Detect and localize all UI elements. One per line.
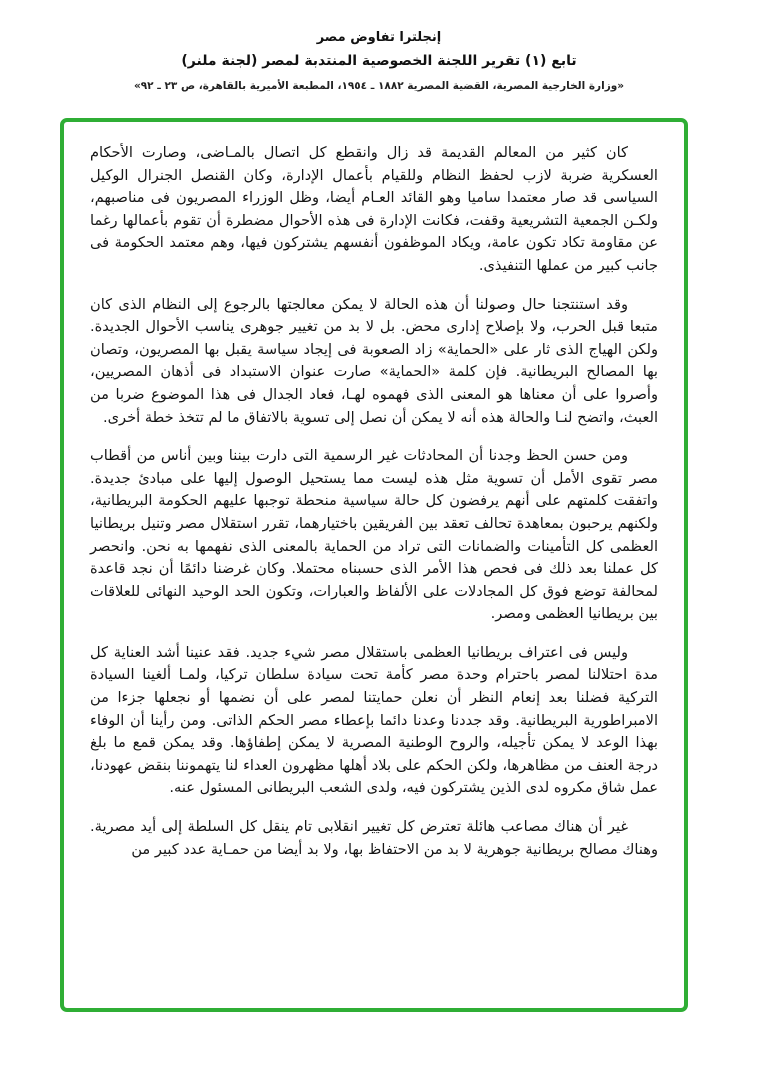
paragraph-3: ومن حسن الحظ وجدنا أن المحادثات غير الرسمية التى دارت بيننا وبين أناس من أقطاب مصر تقوى الأمل أن تسوية مثل هذه ليست مما يستحيل الوصول إليها على مبادئ جديدة. واتفقت كلمتهم على أنهم يرفضون كل حالة سياسية منحطة توجبها عليهم الحكومة البريطانية، ولكنهم يرحبون بمعاهدة تحالف تعقد بين الفريقين باختيارهما، تقرر استقلال مصر وتنيل بريطانيا العظمى كل التأمينات والضمانات التى تراد من الحماية بالمعنى الذى نفهمها به نحن. وانحصر كل عملنا بعد ذلك فى فحص هذا الأمر الذى حسبناه محتملا. وكان غرضنا دائمًا أن نجد قاعدة لمحالفة توضع فوق كل المجادلات على الألفاظ والعبارات، وتكون الحد الوحيد النهائى للعلاقات بين بريطانيا العظمى ومصر.: [90, 447, 658, 623]
document-body: [90, 142, 658, 861]
green-border-frame: [60, 118, 688, 1012]
document-subtitle: تابع (١) تقرير اللجنة الخصوصية المنتدبة لمصر (لجنة ملنر): [181, 53, 577, 69]
paragraph-4: وليس فى اعتراف بريطانيا العظمى باستقلال مصر شيء جديد. فقد عنينا أشد العناية كل مدة احتلالنا لمصر باحترام وحدة مصر كأمة تحت سيادة سلطان تركيا، ولمـا ألغينا السيادة التركية فضلنا بعد إنعام النظر أن نعلن حمايتنا لمصر على أن نضمها أو نجعلها جزءا من الامبراطورية البريطانية. وقد جددنا وعدنا دائما بإعطاء مصر الحكم الذاتى. ومن رأينا أن الوفاء بهذا الوعد لا يمكن تأجيله، والروح الوطنية المصرية لا يمكن إطفاؤها. وقد يمكن قمع ما بلغ درجة العنف من مظاهرها، ولكن الحكم على بلاد أهلها مظهرون العداء لنا يتهموننا بنقض عهودنا، عمل شاق مكروه لدى الذين يشتركون فيه، ولدى الشعب البريطانى المسئول عنه.: [90, 643, 658, 797]
paragraph-5: غير أن هناك مصاعب هائلة تعترض كل تغيير انقلابى تام ينقل كل السلطة إلى أيد مصرية. وهناك مصالح بريطانية جوهرية لا بد من الاحتفاظ بها، ولا بد أيضا من حمـاية عدد كبير من: [90, 818, 658, 858]
document-title: إنجلترا تفاوض مصر: [316, 30, 442, 45]
document-header: [0, 0, 758, 92]
document-source-citation: «وزارة الخارجية المصرية، القضية المصرية ١٨٨٢ ـ ١٩٥٤، المطبعة الأميرية بالقاهرة، ص ٢٣ ـ ٩٢»: [133, 80, 625, 92]
paragraph-2: وقد استنتجنا حال وصولنا أن هذه الحالة لا يمكن معالجتها بالرجوع إلى النظام الذى كان متبعا قبل الحرب، ولا بإصلاح إدارى محض. بل لا بد من تغيير جوهرى يناسب الأحوال الجديدة. ولكن الهياج الذى ثار على «الحماية» زاد الصعوبة فى إيجاد سياسة يقبل بها المصريون، وتصان بها المصالح البريطانية. فإن كلمة «الحماية» صارت عنوان الاستبداد فى أذهان المصريين، وأصروا على أن معناها هو المعنى الذى فهموه لهـا، فعاد الجدال فى هذا الموضوع ضربا من العبث، واتضح لنـا والحالة هذه أنه لا يمكن أن نصل إلى تسوية بالاتفاق ما لم تتخذ خطة أخرى.: [90, 295, 658, 426]
paragraph-1: كان كثير من المعالم القديمة قد زال وانقطع كل اتصال بالمـاضى، وصارت الأحكام العسكرية ضربة لازب لحفظ النظام وللقيام بأعمال الإدارة، وكان القنصل الجنرال الوكيل السياسى قد صار معتمدا ساميا وهو القائد العـام أيضا، وظل الوزراء المصريون فى مناصبهم، ولكـن الجمعية التشريعية وقفت، فكانت الإدارة فى هذه الأحوال مضطرة أن تقوم بأعمالها رغما عن مقاومة تكاد تكون عامة، ويكاد الموظفون أنفسهم يشتركون فيها، وهم معتمد الحكومة فى جانب كبير من عملها التنفيذى.: [90, 144, 658, 274]
